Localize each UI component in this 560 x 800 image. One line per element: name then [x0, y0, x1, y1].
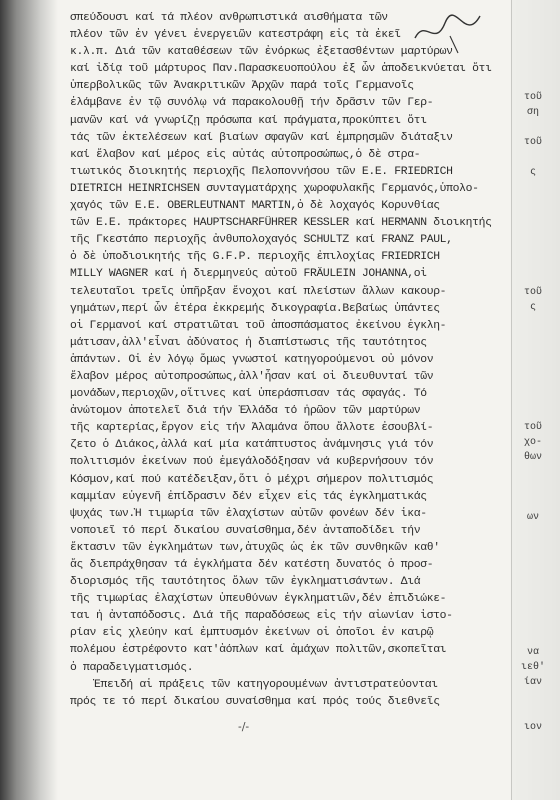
- text-line: οἱ Γερμανοί καί στρατιῶται τοῦ ἀποσπάσματος ἐκείνου ἐγκλη-: [70, 319, 447, 332]
- margin-fragment: [512, 630, 554, 645]
- margin-fragment: [512, 765, 554, 780]
- text-line: τῆς τιμωρίας ἐλαχίστων ὑπευθύνων ἐγκληματιῶν,δέν ἐπιδιώκε-: [70, 593, 447, 606]
- margin-fragment: [512, 465, 554, 480]
- margin-fragment: ς: [529, 167, 536, 178]
- text-line: πλέον τῶν ἐν γένει ἐνεργειῶν κατεστράφη εἰς τὰ ἐκεῖ: [70, 29, 401, 42]
- margin-fragment: [512, 180, 554, 195]
- margin-fragment: να: [526, 647, 539, 658]
- text-line: μονάδων,περιοχῶν,οἵτινες καί ὑπεράσπισαν τάς σφαγάς. Τό: [70, 388, 427, 401]
- text-line: ται ἡ ἀνταπόδοσις. Διά τῆς παραδόσεως εἰς τήν αἰωνίαν ἱστο-: [70, 610, 453, 623]
- margin-fragment: [512, 735, 554, 750]
- margin-fragment: [512, 495, 554, 510]
- text-line: ἁπάντων. Οἱ ἐν λόγῳ ὅμως γνωστοί κατηγορούμενοι οὐ μόνον: [70, 353, 434, 366]
- text-line: καί ἰδίᾳ τοῦ μάρτυρος Παν.Παρασκευοπούλου ἐξ ὧν ἀποδεικνύεται ὅτι: [70, 63, 492, 76]
- text-line: Κόσμον,καί πού κατέδειξαν,ὅτι ὁ μέχρι σήμερον πολιτισμός: [70, 473, 434, 486]
- page-footer-mark: -/-: [238, 720, 250, 733]
- margin-fragment: [512, 585, 554, 600]
- margin-fragment: [512, 540, 554, 555]
- margin-fragment: [512, 390, 554, 405]
- margin-fragment: [512, 405, 554, 420]
- text-line: χαγός τῶν Ε.Ε. OBERLEUTNANT MARTIN,ὁ δὲ λοχαγός Κορυνθίας: [70, 200, 440, 213]
- margin-fragment: ιον: [523, 722, 542, 733]
- text-line: τῆς καρτερίας,ἔργον εἰς τήν Ἀλαμάνα ὅπου ἄλλοτε ἐσουβλί-: [70, 422, 434, 435]
- margin-fragment: [512, 150, 554, 165]
- text-line: ἔλαβον μέρος αὐτοπροσώπως,ἀλλ'ἦσαν καί οἱ διευθυνταί τῶν: [70, 370, 434, 383]
- text-line: μανῶν καί νά γνωρίζῃ πρόσωπα καί πράγματα,προκύπτει ὅτι: [70, 114, 427, 127]
- adjacent-page-fragments: [512, 90, 554, 780]
- margin-fragment: τοῦ: [523, 287, 542, 298]
- text-line: τῶν Ε.Ε. πράκτορες HAUPTSCHARFÜHRER KESSLER καί HERMANN διοικητής: [70, 217, 492, 230]
- margin-fragment: θων: [523, 452, 542, 463]
- text-line: ὑπερβολικῶς τῶν Ἀνακριτικῶν Ἀρχῶν παρά τοῖς Γερμανοῖς: [70, 80, 414, 93]
- text-line: τελευταῖοι τρεῖς ὑπῆρξαν ἔνοχοι καί πλείστων ἄλλων κακουρ-: [70, 285, 447, 298]
- text-line: γημάτων,περί ὧν ἑτέρα ἐκκρεμής δικογραφία.Βεβαίως ὑπάντες: [70, 302, 440, 315]
- margin-fragment: χο-: [523, 437, 542, 448]
- typed-document-body: [70, 10, 494, 711]
- margin-fragment: [512, 480, 554, 495]
- text-line: ὁ δὲ ὑποδιοικητής τῆς G.F.P. περιοχῆς ἐπιλοχίας FRIEDRICH: [70, 251, 440, 264]
- scan-edge-shadow: [0, 0, 58, 800]
- margin-fragment: [512, 615, 554, 630]
- text-line: ἐλάμβανε ἐν τῷ συνόλῳ νά παρακολουθῇ τήν δρᾶσιν τῶν Γερ-: [70, 97, 434, 110]
- text-line: Ἐπειδή αἱ πράξεις τῶν κατηγορουμένων ἀντιστρατεύονται: [94, 678, 438, 691]
- text-line: καί ἔλαβον καί μέρος εἰς αὐτάς αὐτοπροσώπως,ὁ δὲ στρα-: [70, 148, 421, 161]
- margin-fragment: [512, 240, 554, 255]
- margin-fragment: [512, 570, 554, 585]
- text-line: ἅς διεπράχθησαν τά ἐγκλήματα δέν κατέστη δυνατός ὁ προσ-: [70, 559, 434, 571]
- margin-fragment: τοῦ: [523, 92, 542, 103]
- margin-fragment: [512, 690, 554, 705]
- text-line: πρός τε τό περί δικαίου συναίσθημα καί πρός τούς διεθνεῖς: [70, 695, 440, 708]
- text-line: ἀνώτομον ἀποτελεῖ διά τήν Ἑλλάδα τό ἡρῶον τῶν μαρτύρων: [70, 405, 421, 418]
- margin-fragment: [512, 195, 554, 210]
- margin-fragment: [512, 360, 554, 375]
- margin-fragment: τοῦ: [523, 422, 542, 433]
- margin-fragment: ίαν: [523, 677, 542, 688]
- text-line: πολιτισμόν ἐκείνων πού ἐμεγάλοδόξησαν νά κυβερνήσουν τόν: [70, 456, 434, 469]
- text-line: DIETRICH HEINRICHSEN συνταγματάρχης χωροφυλακῆς Γερμανός,ὑπολο-: [70, 182, 479, 195]
- text-line: τάς τῶν ἐκτελέσεων καί βιαίων σφαγῶν καί ἐμπρησμῶν διάταξιν: [70, 131, 453, 144]
- margin-fragment: [512, 375, 554, 390]
- text-line: σπεύδουσι καί τά πλέον ανθρωπιστικά αισθήματα τῶν: [70, 12, 388, 24]
- text-line: τῆς Γκεστάπο περιοχῆς ἀνθυπολοχαγός SCHULTZ καί FRANZ PAUL,: [70, 234, 453, 247]
- margin-fragment: [512, 345, 554, 360]
- text-line: μάτισαν,ἀλλ'εἶναι ἀδύνατος ἡ διαπίστωσις τῆς ταυτότητος: [70, 336, 427, 349]
- text-line: νοποιεῖ τό περί δικαίου συναίσθημα,δέν ἀνταποδίδει τήν: [70, 524, 421, 537]
- text-line: καμμίαν εὐγενῆ ἐπίδρασιν δέν εἶχεν εἰς τάς ἐγκληματικάς: [70, 490, 427, 503]
- margin-fragment: ς: [529, 302, 536, 313]
- margin-fragment: τοῦ: [523, 137, 542, 148]
- margin-fragment: [512, 120, 554, 135]
- text-line: ἔκτασιν τῶν ἐγκλημάτων των,ἀτυχῶς ὡς ἐκ τῶν συνθηκῶν καθ': [70, 541, 440, 554]
- text-line: κ.λ.π. Διά τῶν καταθέσεων τῶν ἐνόρκως ἐξετασθέντων μαρτύρων: [70, 46, 453, 59]
- text-line: ρίαν εἰς χλεύην καί ἐμπτυσμόν ἐκείνων οἱ ὁποῖοι ἐν καιρῷ: [70, 627, 434, 640]
- margin-fragment: [512, 330, 554, 345]
- margin-fragment: [512, 600, 554, 615]
- text-line: ψυχάς των.Ἡ τιμωρία τῶν ἐλαχίστων αὐτῶν φονέων δέν ἱκα-: [70, 507, 427, 520]
- margin-fragment: ων: [526, 512, 539, 523]
- margin-fragment: [512, 210, 554, 225]
- text-line: τιωτικός διοικητής περιοχῆς Πελοποννήσου τῶν Ε.Ε. FRIEDRICH: [70, 165, 453, 178]
- text-line: MILLY WAGNER καί ἡ διερμηνεύς αὐτοῦ FRÄULEIN JOHANNA,οἱ: [70, 268, 427, 281]
- text-line: ὁ παραδειγματισμός.: [70, 661, 194, 674]
- margin-fragment: [512, 525, 554, 540]
- text-line: διορισμός τῆς ταυτότητος ὅλων τῶν ἐγκληματισάντων. Διά: [70, 576, 421, 589]
- margin-fragment: ιεθ': [520, 662, 545, 673]
- adjacent-page-strip: [511, 0, 560, 800]
- margin-fragment: [512, 225, 554, 240]
- margin-fragment: [512, 270, 554, 285]
- margin-fragment: [512, 555, 554, 570]
- margin-fragment: [512, 750, 554, 765]
- margin-fragment: ση: [526, 107, 539, 118]
- margin-fragment: [512, 255, 554, 270]
- text-line: ζετο ὁ Διάκος,ἀλλά καί μία κατάπτυστος ἀνάμνησις γιά τόν: [70, 439, 434, 452]
- text-line: πολέμου ἐστρέφοντο κατ'ἀόπλων καί ἀμάχων πολιτῶν,σκοπεῖται: [70, 644, 447, 657]
- margin-fragment: [512, 705, 554, 720]
- margin-fragment: [512, 315, 554, 330]
